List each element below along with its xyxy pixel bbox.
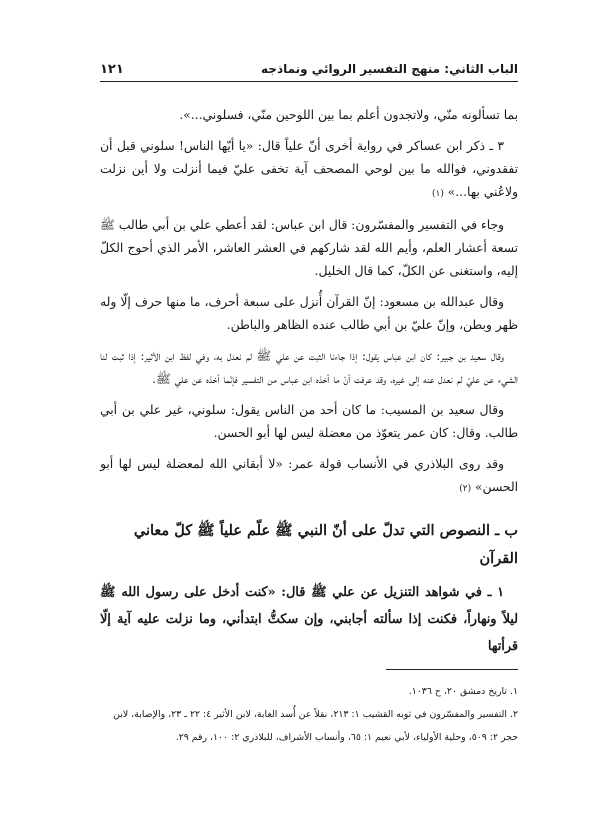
header-rule bbox=[100, 81, 518, 82]
paragraph: بما تسألونه منّي، ولاتجدون أعلم بما بين اللوحين منّي، فسلوني...». bbox=[179, 108, 518, 122]
paragraph: ٣ ـ ذكر ابن عساكر في رواية أخرى أنّ علياً قال: «يا أيّها الناس! سلوني قبل أن تفقدوني، فوالله ما بين لوحي المصحف آية تخفى عليّ فيما أنزلت ولا أين نزلت ولاعُني بها...» (١) bbox=[100, 139, 518, 199]
paragraph: وقال عبدالله بن مسعود: إنّ القرآن أُنزل على سبعة أحرف، ما منها حرف إلّا وله ظهر وبطن، وإنّ عليّ بن أبي طالب عنده الظاهر والباطن. bbox=[100, 295, 518, 332]
footnote: ١. تاريخ دمشق ٢٠، ح ١٠٣٦. bbox=[408, 686, 518, 697]
main-text bbox=[100, 104, 518, 668]
bold-paragraph: ١ ـ في شواهد التنزيل عن علي ﷺ قال: «كنت أدخل على رسول الله ﷺ ليلاً ونهاراً، فكنت إذا سألته أجابني، وإن سكتُّ ابتدأني، وما نزلت عليه آية إلّا قرأتها bbox=[100, 585, 518, 654]
paragraph: وقال سعيد بن جبير: كان ابن عباس يقول: إذا جاءنا الثبت عن علي ﷺ لم نعدل به، وفي لفظ ابن الأثير: إذا ثبت لنا الشيء عن عليّ لم نعدل عنه إلى غيره، وقد عرفت أنّ ما أخذه ابن عباس من التفسير فإنّما أخذه عن علي ﷺ. bbox=[100, 349, 518, 386]
paragraph: وقد روى البلاذري في الأنساب قولة عمر: «لا أبقاني الله لمعضلة ليس لها أبو الحسن» (٢) bbox=[100, 457, 518, 494]
chapter-title: الباب الثاني: منهج التفسير الروائي ونماذجه bbox=[261, 62, 518, 76]
footnote: ٢. التفسير والمفسّرون في ثوبه القشيب ١: ٢١٣، نقلاً عن أُسد الغابة، لابن الأثير ٤: ٢٢ ـ ٢٣، والإصابة، لابن حجر ٢: ٥٠٩، وحلية الأولياء، لأبي نعيم ١: ٦٥، وأنساب الأشراف، للبلاذري ٢: ١٠٠، رقم ٢٩. bbox=[113, 709, 518, 743]
paragraph: وجاء في التفسير والمفسّرون: قال ابن عباس: لقد أعطي علي بن أبي طالب ﷺ تسعة أعشار العلم، وأيم الله لقد شاركهم في العشر العاشر، الأمر الذي أحوج الكلّ إليه، واستغنى عن الكلّ، كما قال الخليل. bbox=[100, 218, 518, 278]
footnotes bbox=[100, 680, 518, 749]
section-heading: ب ـ النصوص التي تدلّ على أنّ النبي ﷺ علّم علياً ﷺ كلّ معاني القرآن bbox=[133, 522, 518, 567]
page-number: ١٢١ bbox=[100, 62, 124, 77]
footnote-ref: (٢) bbox=[459, 484, 472, 494]
footnote-rule bbox=[386, 669, 518, 670]
paragraph: وقال سعيد بن المسيب: ما كان أحد من الناس يقول: سلوني، غير علي بن أبي طالب. وقال: كان عمر يتعوّذ من معضلة ليس لها أبو الحسن. bbox=[100, 403, 518, 440]
running-header bbox=[100, 60, 518, 82]
footnote-ref: (١) bbox=[431, 189, 444, 199]
